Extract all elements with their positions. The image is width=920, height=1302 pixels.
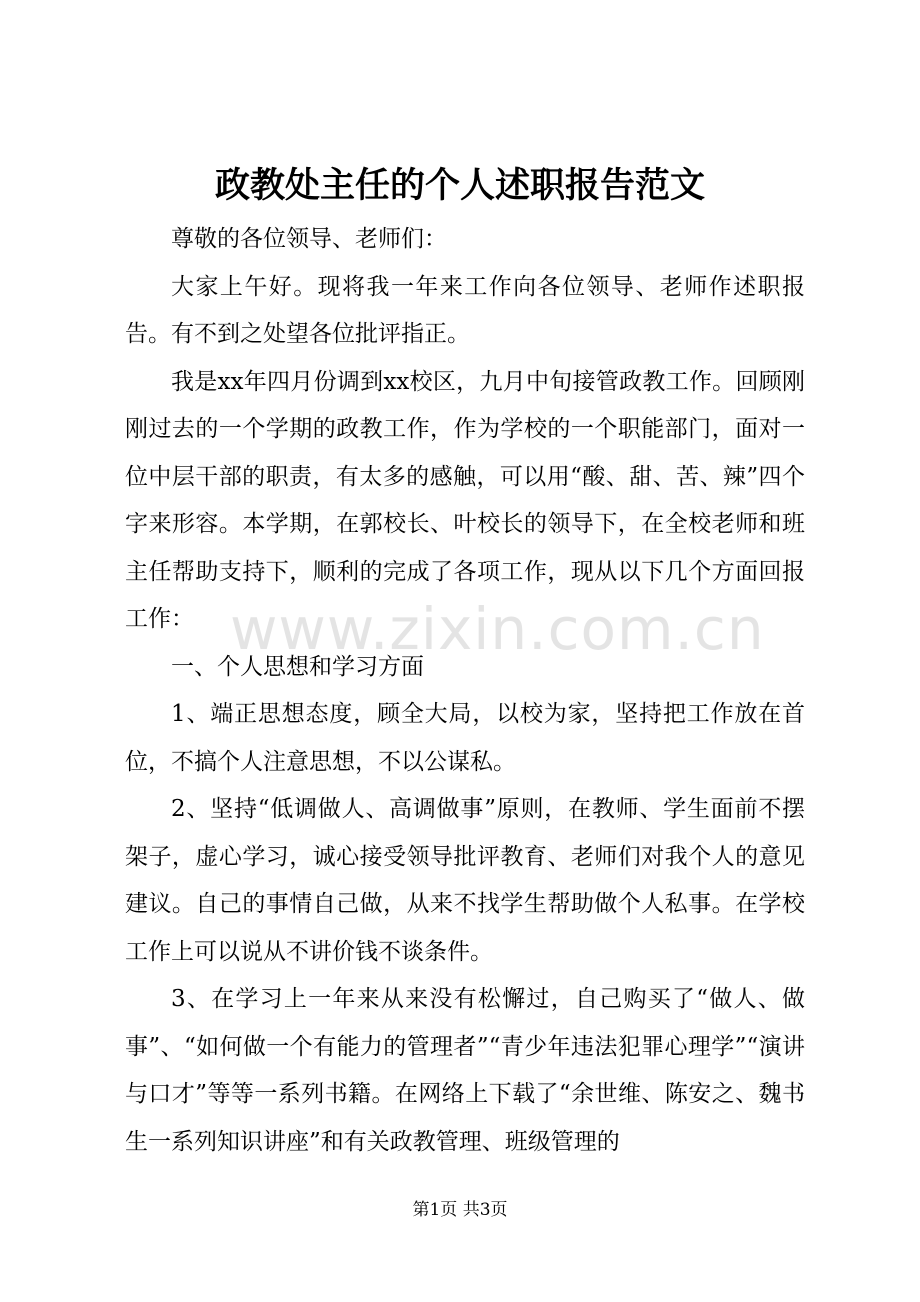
paragraph-background: 我是xx年四月份调到xx校区，九月中旬接管政教工作。回顾刚刚过去的一个学期的政教工作，作为学校的一个职能部门，面对一位中层干部的职责，有太多的感触，可以用“酸、甜、苦、辣”四个字来形容。本学期，在郭校长、叶校长的领导下，在全校老师和班主任帮助支持下，顺利的完成了各项工作，现从以下几个方面回报工作：	[125, 368, 805, 632]
paragraph-intro: 大家上午好。现将我一年来工作向各位领导、老师作述职报告。有不到之处望各位批评指正。	[125, 273, 805, 347]
section-heading: 一、个人思想和学习方面	[171, 653, 424, 680]
document-body	[125, 216, 805, 1166]
paragraph-greeting: 尊敬的各位领导、老师们：	[171, 226, 447, 252]
document-title: 政教处主任的个人述职报告范文	[214, 165, 705, 206]
paragraph-point-2: 2、坚持“低调做人、高调做事”原则，在教师、学生面前不摆架子，虚心学习，诚心接受领导批评教育、老师们对我个人的意见建议。自己的事情自己做，从来不找学生帮助做个人私事。在学校工作上可以说从不讲价钱不谈条件。	[125, 796, 805, 965]
paragraph-point-1: 1、端正思想态度，顾全大局，以校为家，坚持把工作放在首位，不搞个人注意思想，不以公谋私。	[125, 701, 805, 775]
watermark: www.zixin.com.cn	[230, 595, 765, 663]
paragraph-point-3: 3、在学习上一年来从来没有松懈过，自己购买了“做人、做事”、“如何做一个有能力的管理者”“青少年违法犯罪心理学”“演讲与口才”等等一系列书籍。在网络上下载了“余世维、陈安之、魏书生一系列知识讲座”和有关政教管理、班级管理的	[125, 986, 805, 1155]
page-footer: 第1页 共3页	[412, 1200, 508, 1220]
